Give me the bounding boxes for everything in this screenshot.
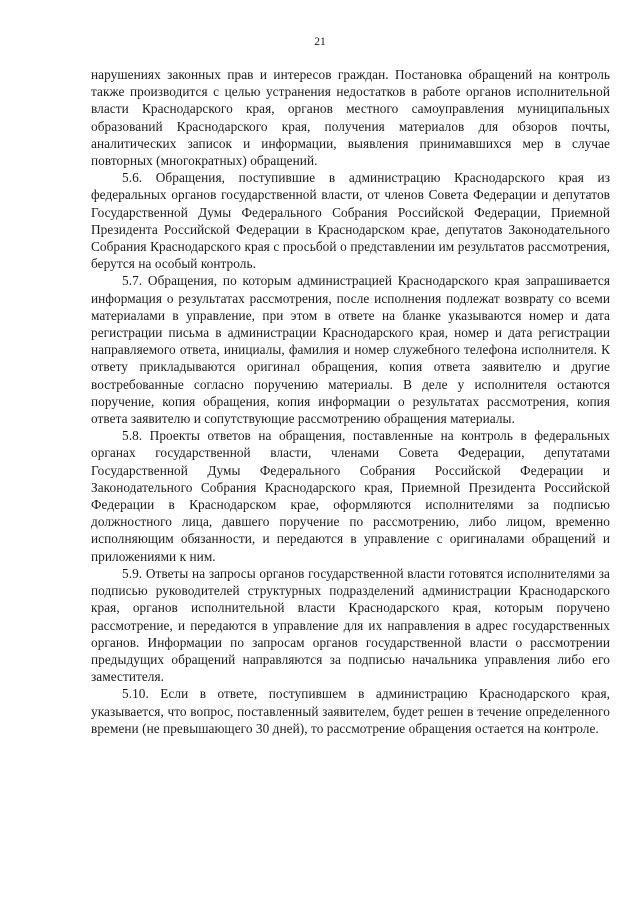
paragraph-continuation: нарушениях законных прав и интересов граждан. Постановка обращений на контроль также производится с целью устранения недостатков в работе органов исполнительной власти Краснодарского края, органов местного самоуправления муниципальных образований Краснодарского края, получения материалов для обзоров почты, аналитических записок и информации, выявления принимавшихся мер в случае повторных (многократных) обращений. <box>91 67 610 169</box>
document-body <box>91 66 610 737</box>
paragraph-5-10: 5.10. Если в ответе, поступившем в администрацию Краснодарского края, указывается, что вопрос, поставленный заявителем, будет решен в течение определенного времени (не превышающего 30 дней), то рассмотрение обращения остается на контроле. <box>91 686 610 736</box>
paragraph-5-8: 5.8. Проекты ответов на обращения, поставленные на контроль в федеральных органах государственной власти, членами Совета Федерации, депутатами Государственной Думы Федерального Собрания Российской Федерации и Законодательного Собрания Краснодарского края, Приемной Президента Российской Федерации в Краснодарском крае, оформляются исполнителями за подписью должностного лица, давшего поручение по рассмотрению, либо лицом, временно исполняющим обязанности, и передаются в управление с оригиналами обращений и приложениями к ним. <box>91 428 610 564</box>
paragraph-5-9: 5.9. Ответы на запросы органов государственной власти готовятся исполнителями за подписью руководителей структурных подразделений администрации Краснодарского края, органов исполнительной власти Краснодарского края, которым поручено рассмотрение, и передаются в управление для их направления в адрес государственных органов. Информации по запросам органов государственной власти о рассмотрении предыдущих обращений направляются за подписью начальника управления либо его заместителя. <box>91 565 610 685</box>
paragraph-5-6: 5.6. Обращения, поступившие в администрацию Краснодарского края из федеральных органов государственной власти, от членов Совета Федерации и депутатов Государственной Думы Федерального Собрания Российской Федерации, Приемной Президента Российской Федерации в Краснодарском крае, депутатов Законодательного Собрания Краснодарского края с просьбой о представлении им результатов рассмотрения, берутся на особый контроль. <box>91 170 610 272</box>
page-number: 21 <box>314 36 326 48</box>
paragraph-5-7: 5.7. Обращения, по которым администрацией Краснодарского края запрашивается информация о результатах рассмотрения, после исполнения подлежат возврату со всеми материалами в управление, при этом в ответе на бланке указываются номер и дата регистрации письма в администрации Краснодарского края, номер и дата регистрации направляемого ответа, инициалы, фамилия и номер служебного телефона исполнителя. К ответу прикладываются оригинал обращения, копия ответа заявителю и другие востребованные согласно поручению материалы. В деле у исполнителя остаются поручение, копия обращения, копия информации о результатах рассмотрения, копия ответа заявителю и сопутствующие рассмотрению обращения материалы. <box>91 273 610 427</box>
